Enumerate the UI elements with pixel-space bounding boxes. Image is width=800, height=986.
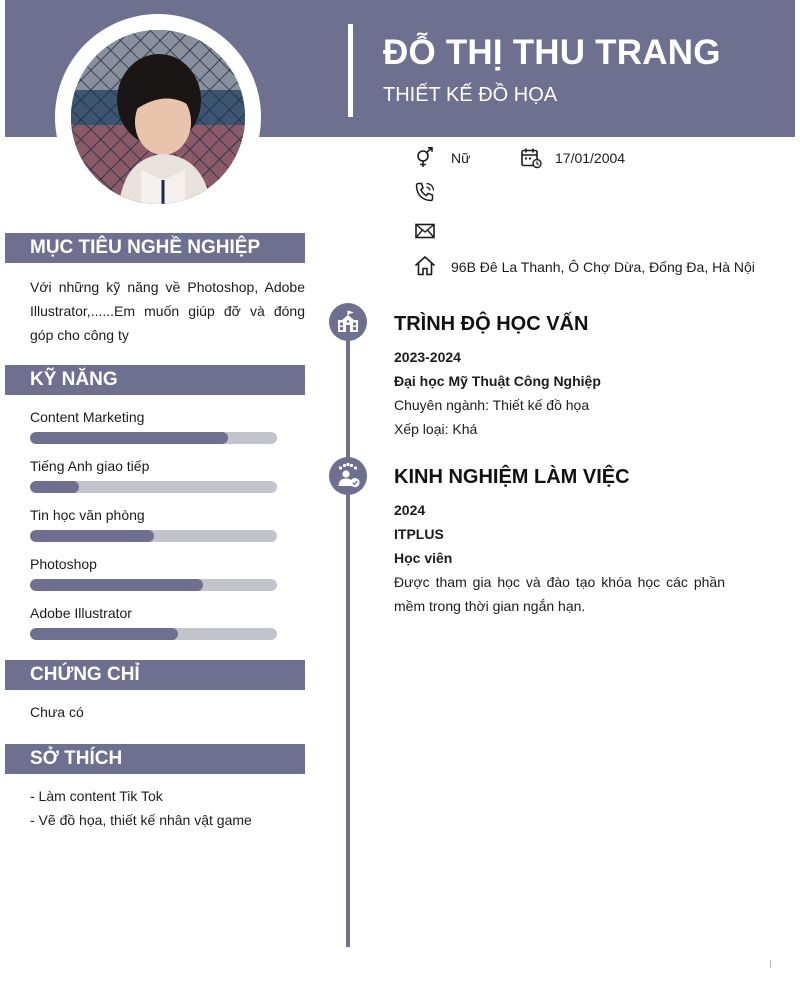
skill-label: Content Marketing — [30, 409, 145, 425]
education-school: Đại học Mỹ Thuật Công Nghiệp — [394, 373, 601, 389]
experience-role: Học viên — [394, 550, 453, 566]
hobbies-heading: SỞ THÍCH — [5, 744, 305, 774]
experience-year: 2024 — [394, 502, 426, 518]
skill-bar — [30, 579, 277, 591]
objective-text: Với những kỹ năng về Photoshop, Adobe Illustrator,......Em muốn giúp đỡ và đóng góp cho công ty — [30, 279, 305, 343]
header-divider — [348, 24, 353, 117]
home-icon — [414, 255, 436, 277]
gender-text: Nữ — [451, 150, 471, 166]
page-marker — [770, 960, 771, 968]
birthday-text: 17/01/2004 — [555, 150, 626, 166]
gender-icon — [414, 147, 436, 169]
skill-bar — [30, 628, 277, 640]
skill-label: Tin học văn phòng — [30, 507, 145, 523]
experience-description: Được tham gia học và đào tạo khóa học các phần mềm trong thời gian ngắn hạn. — [394, 574, 725, 614]
skill-label: Adobe Illustrator — [30, 605, 132, 621]
experience-badge — [329, 457, 367, 495]
skill-bar-fill — [30, 481, 79, 493]
skill-bar-fill — [30, 628, 178, 640]
hobby-item: - Vẽ đồ họa, thiết kế nhân vật game — [30, 812, 252, 828]
objective-heading: MỤC TIÊU NGHỀ NGHIỆP — [5, 233, 305, 263]
education-badge — [329, 303, 367, 341]
education-heading: TRÌNH ĐỘ HỌC VẤN — [394, 313, 589, 335]
calendar-icon — [520, 147, 542, 169]
skill-bar-fill — [30, 530, 154, 542]
skill-bar — [30, 481, 277, 493]
phone-icon — [414, 181, 436, 203]
school-icon — [329, 303, 367, 341]
timeline-line — [346, 322, 350, 947]
education-major: Chuyên ngành: Thiết kế đồ họa — [394, 397, 590, 413]
skill-label: Tiếng Anh giao tiếp — [30, 458, 150, 474]
education-period: 2023-2024 — [394, 349, 461, 365]
skill-bar — [30, 432, 277, 444]
education-grade: Xếp loại: Khá — [394, 421, 478, 437]
address-text: 96B Đê La Thanh, Ô Chợ Dừa, Đống Đa, Hà Nội — [451, 259, 755, 275]
skill-bar — [30, 530, 277, 542]
job-title: THIẾT KẾ ĐỒ HỌA — [383, 84, 558, 106]
skill-label: Photoshop — [30, 556, 97, 572]
email-icon — [414, 220, 436, 242]
experience-company: ITPLUS — [394, 526, 444, 542]
certificates-text: Chưa có — [30, 704, 84, 720]
candidate-name: ĐỖ THỊ THU TRANG — [383, 33, 721, 72]
experience-heading: KINH NGHIỆM LÀM VIỆC — [394, 466, 630, 488]
skill-bar-fill — [30, 432, 228, 444]
avatar — [71, 30, 245, 204]
hobby-item: - Làm content Tik Tok — [30, 788, 163, 804]
skill-bar-fill — [30, 579, 203, 591]
team-icon — [329, 457, 367, 495]
certificates-heading: CHỨNG CHỈ — [5, 660, 305, 690]
skills-heading: KỸ NĂNG — [5, 365, 305, 395]
